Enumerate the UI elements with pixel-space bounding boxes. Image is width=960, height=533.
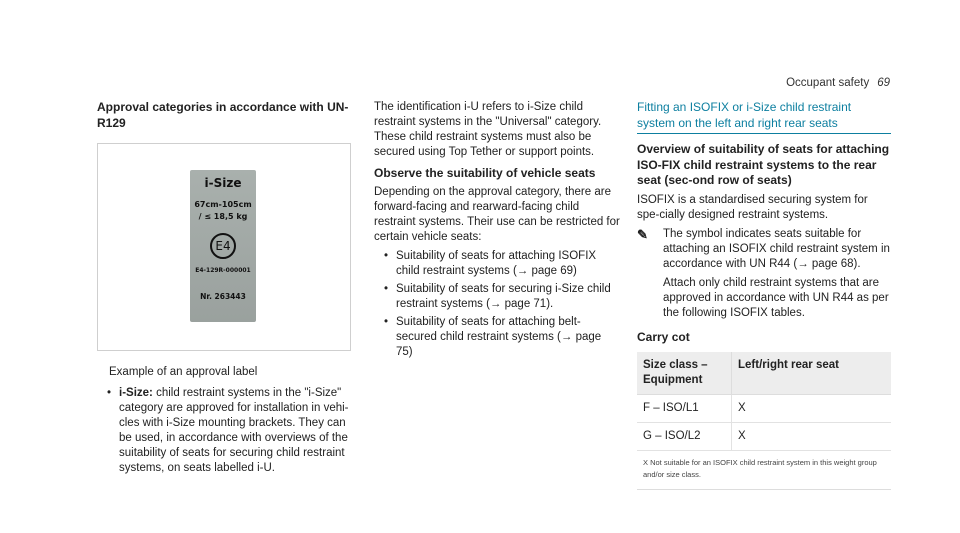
table-header-row	[637, 352, 891, 394]
intro-text: The identification i-U refers to i-Size child restraint systems in the "Universal" category. These child restraint systems must also be secured using Top Tether or support points.	[374, 101, 602, 158]
table-footnote-row	[637, 450, 891, 489]
list-term: i-Size:	[119, 387, 153, 400]
table-cell: G – ISO/L2	[637, 422, 732, 450]
column-header: Left/right rear seat	[732, 352, 892, 394]
label-code: E4-129R-000001	[195, 266, 251, 274]
image-caption: Example of an approval label	[109, 366, 258, 379]
approval-label-image	[97, 143, 351, 351]
label-weight: / ≤ 18,5 kg	[198, 212, 248, 222]
approval-heading: Approval categories in accordance with UN-R129	[97, 100, 349, 130]
list-item	[109, 386, 351, 476]
list-item[interactable]: • Suitability of seats for securing i-Size child restraint systems (→ page 71).	[386, 282, 620, 312]
section-title: Occupant safety	[786, 77, 870, 89]
carry-cot-table	[637, 352, 891, 490]
suitability-heading: Observe the suitability of vehicle seats	[374, 165, 596, 180]
table-cell: X	[732, 422, 892, 450]
column-right	[637, 100, 891, 490]
note-text-2: Attach only child restraint systems that are approved in accordance with UN R44 as per the following ISOFIX tables.	[663, 276, 889, 319]
list-item[interactable]: • Suitability of seats for attaching belt-secured child restraint systems (→ page 75)	[386, 315, 620, 360]
column-left	[97, 100, 351, 479]
list-item[interactable]: • Suitability of seats for attaching ISOFIX child restraint systems (→ page 69)	[386, 249, 620, 279]
table-row	[637, 394, 891, 422]
label-height: 67cm-105cm	[194, 199, 252, 209]
suitability-text: Depending on the approval category, there are forward-facing and rearward-facing child restraint systems. Their use can be restricted for certain vehicle seats:	[374, 186, 620, 244]
isize-list	[97, 386, 351, 476]
table-cell: F – ISO/L1	[637, 394, 732, 422]
table-footnote: X Not suitable for an ISOFIX child restraint system in this weight group and/or size class.	[637, 450, 891, 489]
page-header	[786, 76, 890, 91]
column-header: Size class – Equipment	[637, 352, 732, 394]
label-number: Nr. 263443	[200, 292, 246, 302]
overview-heading: Overview of suitability of seats for attaching ISO-FIX child restraint systems to the rear seat (sec-ond row of seats)	[637, 142, 890, 188]
section-link-title[interactable]: Fitting an ISOFIX or i-Size child restraint system on the left and right rear seats	[637, 100, 852, 130]
page-number: 69	[877, 77, 890, 89]
suitability-list	[374, 249, 620, 360]
list-text: child restraint systems in the "i-Size" category are approved for installation in vehi-cles with i-Size mounting brackets. They can be used, in accordance with overviews of the suitability of seats for securing child restraint systems, on seats labelled i-U.	[119, 387, 349, 474]
e4-mark-icon: E4	[210, 233, 236, 259]
column-middle	[374, 100, 620, 363]
table-title: Carry cot	[637, 330, 690, 345]
note-text-1: The symbol indicates seats suitable for attaching an ISOFIX child restraint system in accordance with UN R44 (→ page 68).	[663, 227, 890, 270]
label-title: i-Size	[204, 176, 242, 191]
note-icon: ✎	[637, 226, 648, 242]
isofix-text: ISOFIX is a standardised securing system for spe-cially designed restraint systems.	[637, 193, 868, 221]
table-cell: X	[732, 394, 892, 422]
approval-label-card	[190, 170, 256, 322]
table-row	[637, 422, 891, 450]
note-block	[637, 227, 891, 325]
section-divider	[637, 133, 891, 134]
